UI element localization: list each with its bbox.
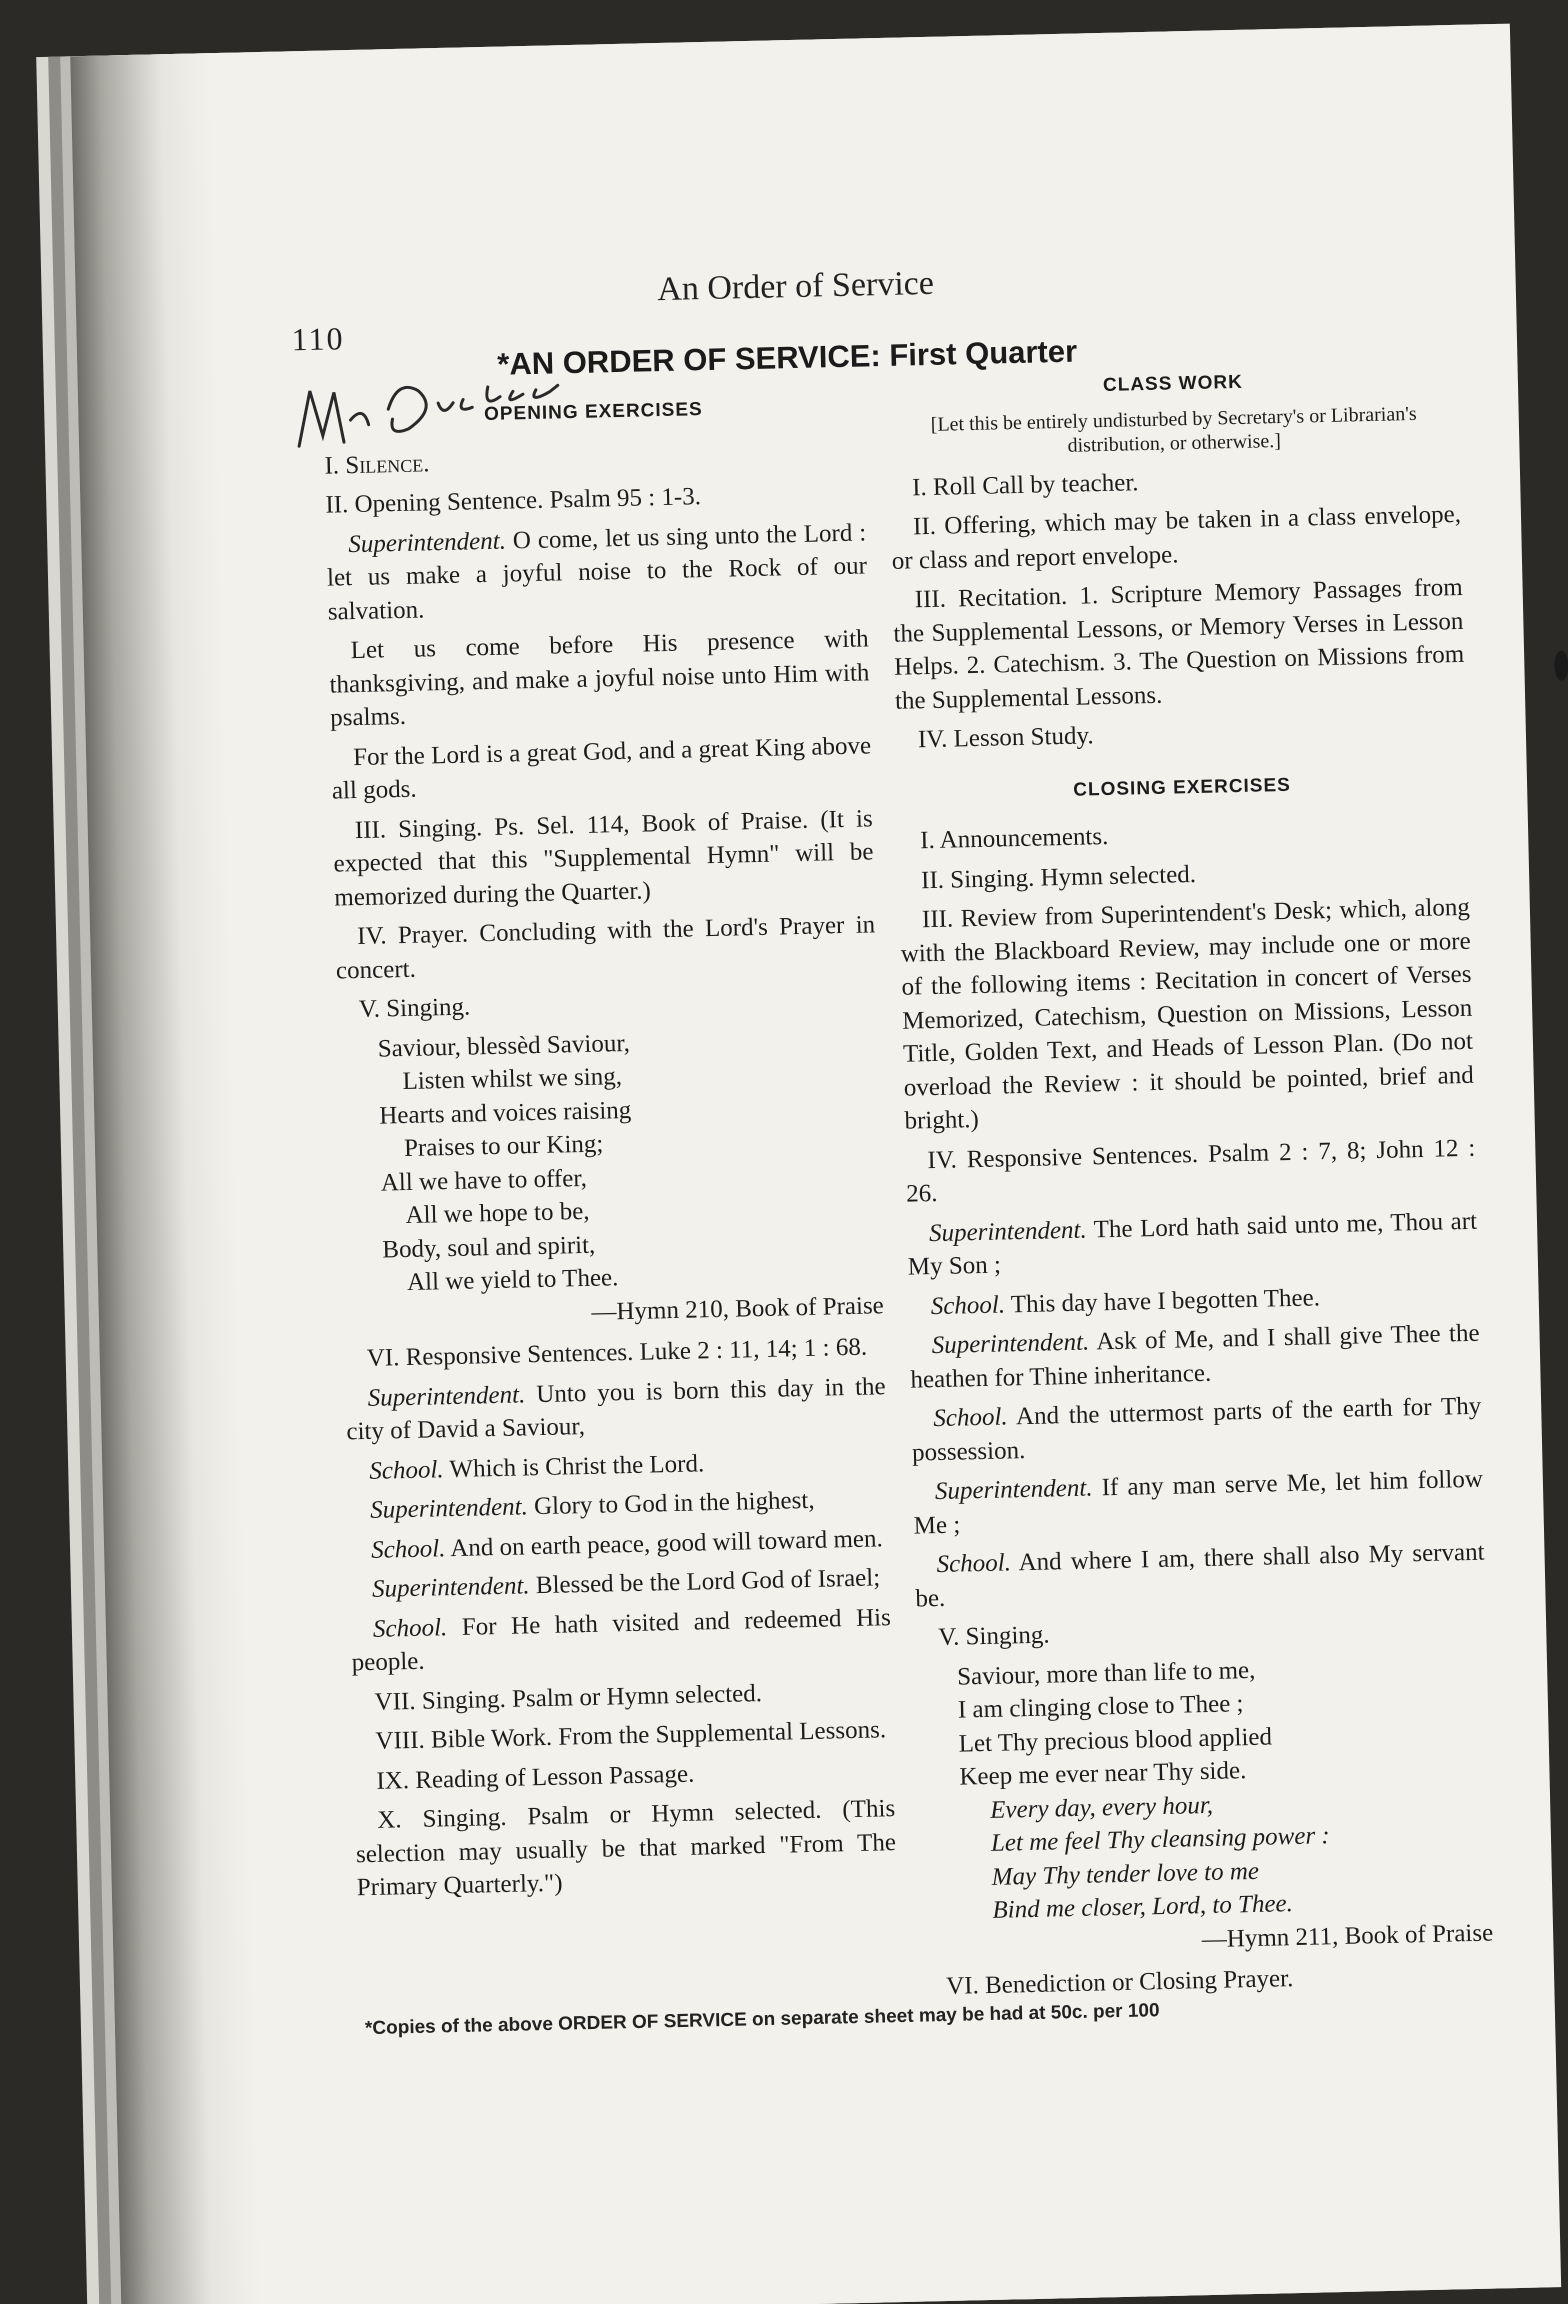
speaker-label: Superintendent. (931, 1328, 1090, 1360)
item-announcements: I. Announcements. (919, 822, 1109, 855)
responsive-line (349, 1522, 890, 1568)
speaker-label: School. (370, 1534, 446, 1564)
item-reading-lesson: IX. Reading of Lesson Passage. (376, 1760, 695, 1795)
item-singing-vii: VII. Singing. Psalm or Hymn selected. (374, 1679, 763, 1716)
item-lesson-study: IV. Lesson Study. (917, 722, 1094, 754)
response-text: If any man serve Me, let him follow Me ; (913, 1465, 1484, 1540)
speaker-label: Superintendent. (371, 1572, 530, 1603)
refrain-line: Let me feel Thy cleansing power : (990, 1822, 1331, 1857)
hymn-210-credit: —Hymn 210, Book of Praise (591, 1291, 885, 1326)
response-text: And where I am, there shall also My servant be. (915, 1538, 1485, 1613)
response-text: This day have I begotten Thee. (1004, 1283, 1321, 1318)
speaker-label: School. (930, 1290, 1006, 1320)
verse-line: Body, soul and spirit, (382, 1231, 596, 1264)
item-silence: I. Silence. (324, 449, 430, 480)
refrain-line: Bind me closer, Lord, to Thee. (992, 1890, 1294, 1924)
speaker-label: Superintendent. (367, 1380, 526, 1412)
opening-sentence-para-1 (326, 516, 868, 629)
responsive-line (913, 1463, 1484, 1543)
verse-line: Praises to our King; (403, 1130, 604, 1163)
response-text: The Lord hath said unto me, Thou art My Son ; (907, 1207, 1478, 1281)
responsive-line (907, 1204, 1478, 1284)
verse-line: Saviour, more than life to me, (956, 1656, 1256, 1691)
item-opening-sentence: II. Opening Sentence. Psalm 95 : 1-3. (325, 483, 702, 519)
hymn-211-verse (957, 1648, 1490, 1794)
verse-line: Saviour, blessèd Saviour, (377, 1029, 631, 1063)
response-text: Blessed be the Lord God of Israel; (529, 1564, 881, 1600)
verse-line: Keep me ever near Thy side. (959, 1757, 1247, 1791)
responsive-line (909, 1317, 1480, 1397)
speaker-label: School. (933, 1403, 1008, 1433)
main-title: *AN ORDER OF SERVICE: First Quarter (496, 333, 1078, 382)
item-offering: II. Offering, which may be taken in a class envelope, or class and report envelope. (891, 500, 1462, 575)
left-column (323, 383, 897, 1910)
verse-line: Listen whilst we sing, (402, 1063, 623, 1096)
item-recitation: III. Recitation. 1. Scripture Memory Passages from the Supplemental Lessons, or Memory Verses in Lesson Helps. 2. Catechism. 3. The Question on Missions from the Supplemental Lessons. (893, 573, 1465, 715)
verse-line: All we yield to Thee. (406, 1264, 619, 1297)
item-singing-supplemental: III. Singing. Ps. Sel. 114, Book of Praise. (It is expected that this "Supplemental Hymn" will be memorized during the Quarter.) (333, 804, 874, 912)
responsive-line (345, 1370, 886, 1449)
item-singing-x: X. Singing. Psalm or Hymn selected. (This selection may usually be that marked "From The Primary Quarterly.") (355, 1795, 897, 1902)
responsive-line (351, 1601, 892, 1680)
verse-line: Let Thy precious blood applied (958, 1723, 1273, 1758)
responsive-line (914, 1536, 1485, 1616)
hymn-211-refrain (990, 1782, 1493, 1927)
page-number: 110 (291, 320, 345, 358)
verse-line: All we have to offer, (380, 1164, 588, 1197)
response-text: Glory to God in the highest, (527, 1486, 815, 1521)
refrain-line: Every day, every hour, (989, 1791, 1214, 1824)
item-responsive-sentences-vi: VI. Responsive Sentences. Luke 2 : 11, 14; 1 : 68. (366, 1333, 868, 1372)
speaker-label: School. (372, 1613, 448, 1643)
footnote: *Copies of the above ORDER OF SERVICE on separate sheet may be had at 50c. per 100 (364, 2000, 1160, 2040)
response-text: Which is Christ the Lord. (443, 1449, 705, 1483)
item-closing-singing-v: V. Singing. (937, 1621, 1050, 1652)
verse-line: Hearts and voices raising (378, 1096, 632, 1130)
hymn-211-credit: —Hymn 211, Book of Praise (1201, 1919, 1494, 1953)
item-closing-singing: II. Singing. Hymn selected. (920, 860, 1197, 894)
speaker-label: Superintendent. (928, 1216, 1087, 1247)
response-text: And on earth peace, good will toward men. (445, 1524, 884, 1562)
speaker-label: School. (369, 1455, 444, 1485)
responsive-line (347, 1443, 888, 1489)
speaker-label: Superintendent. (369, 1493, 529, 1524)
response-text: Unto you is born this day in the city of David a Saviour, (346, 1372, 886, 1446)
response-text: For He hath visited and redeemed His people. (351, 1603, 892, 1677)
responsive-line (350, 1561, 891, 1607)
class-work-heading: CLASS WORK (1102, 371, 1244, 396)
verse-line: I am clinging close to Thee ; (957, 1690, 1244, 1724)
class-work-note: [Let this be entirely undisturbed by Secretary's or Librarian's distribution, or otherwise.] (930, 402, 1417, 457)
verse-line: All we hope to be, (405, 1197, 590, 1230)
running-head: An Order of Service (656, 264, 935, 309)
item-bible-work: VIII. Bible Work. From the Supplemental Lessons. (375, 1716, 887, 1755)
item-closing-responsive: IV. Responsive Sentences. Psalm 2 : 7, 8; John 12 : 26. (905, 1134, 1476, 1208)
opening-exercises-heading: OPENING EXERCISES (483, 399, 703, 426)
item-benediction: VI. Benediction or Closing Prayer. (945, 1965, 1294, 2000)
item-review: III. Review from Superintendent's Desk; which, along with the Blackboard Review, may include one or more of the following items : Recitation in concert of Verses Memorized, Catechism, Question on Missions, Lesson Title, Golden Text, and Heads of Lesson Plan. (Do not overload the Review : it should be pointed, brief and bright.) (900, 893, 1474, 1135)
response-text: And the uttermost parts of the earth for Thy possession. (911, 1392, 1482, 1467)
item-roll-call: I. Roll Call by teacher. (911, 468, 1139, 501)
hymn-210-verse (377, 1021, 883, 1300)
speaker-label: Superintendent. (348, 527, 507, 558)
item-prayer: IV. Prayer. Concluding with the Lord's Prayer in concert. (335, 911, 876, 985)
book-page (70, 24, 1561, 2304)
closing-exercises-heading: CLOSING EXERCISES (1073, 774, 1292, 801)
edge-mark (1554, 651, 1568, 681)
response-text: Ask of Me, and I shall give Thee the heathen for Thine inheritance. (910, 1319, 1480, 1394)
opening-sentence-para-3: For the Lord is a great God, and a great King above all gods. (331, 731, 872, 805)
item-singing-v: V. Singing. (358, 993, 471, 1024)
responsive-line (911, 1390, 1482, 1470)
sentence-text: O come, let us sing unto the Lord : let us make a joyful noise to the Rock of our salvation. (326, 518, 868, 626)
speaker-label: Superintendent. (934, 1474, 1093, 1506)
speaker-label: School. (936, 1549, 1012, 1579)
opening-sentence-para-2: Let us come before His presence with thanksgiving, and make a joyful noise unto Him with psalms. (329, 625, 870, 732)
right-column (887, 355, 1494, 2010)
responsive-line (348, 1482, 889, 1528)
refrain-line: May Thy tender love to me (991, 1857, 1260, 1891)
responsive-line (908, 1277, 1479, 1323)
